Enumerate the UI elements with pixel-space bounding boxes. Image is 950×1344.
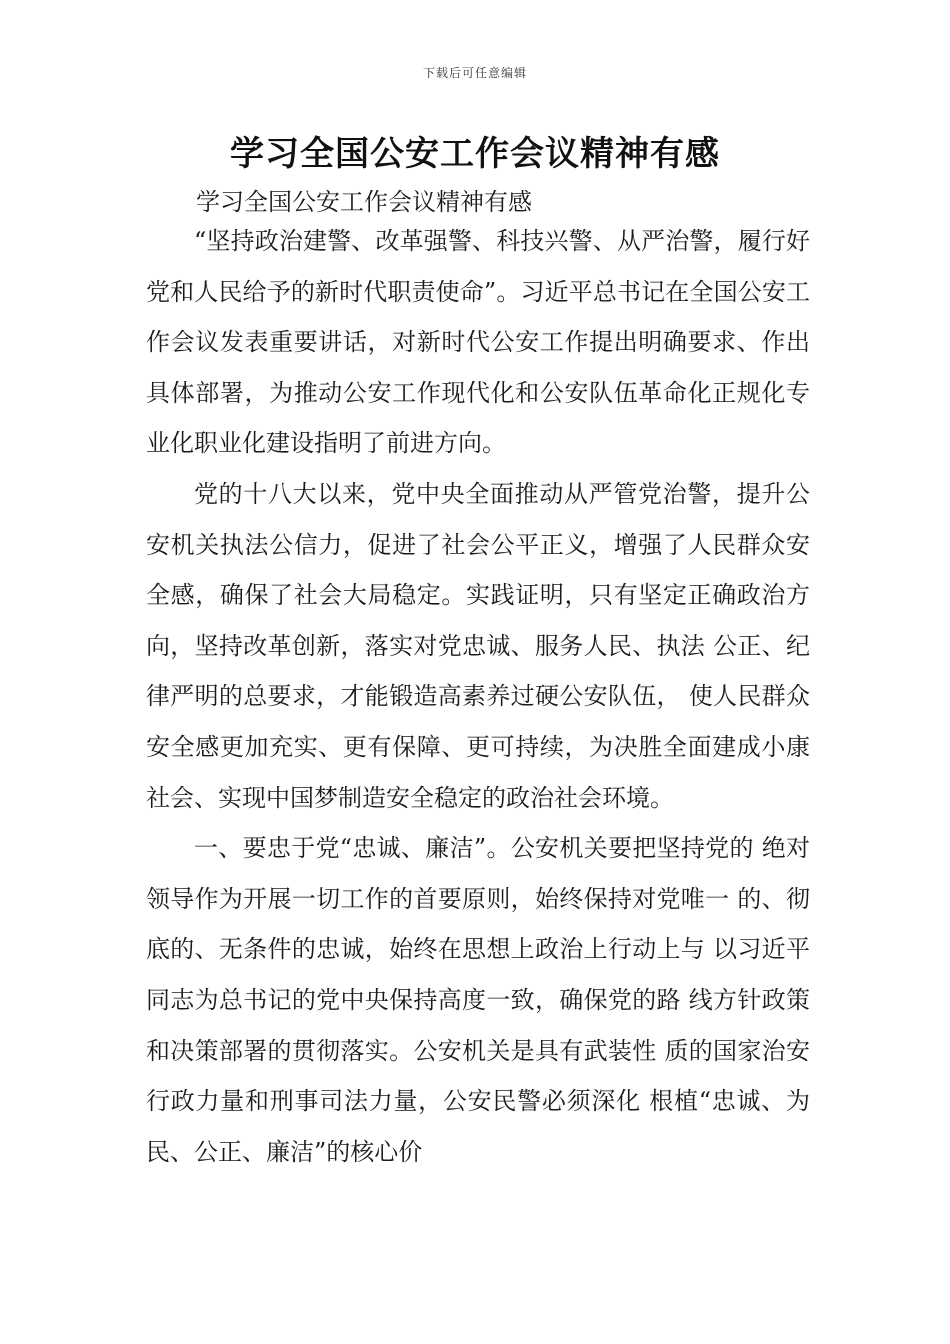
paragraph: 一、要忠于党“忠诚、廉洁”。公安机关要把坚持党的 绝对领导作为开展一切工作的首要原则，始终保持对党唯一 的、彻底的、无条件的忠诚，始终在思想上政治上行动上与 以习近平同志为总书记的党中央保持高度一致，确保党的路 线方针政策和决策部署的贯彻落实。公安机关是具有武装性 质的国家治安行政力量和刑事司法力量，公安民警必须深化 根植“忠诚、为民、公正、廉洁”的核心价 <box>146 834 810 1166</box>
paragraph: 党的十八大以来，党中央全面推动从严管党治警，提升公安机关执法公信力，促进了社会公平正义，增强了人民群众安全感，确保了社会大局稳定。实践证明，只有坚定正确政治方向，坚持改革创新，落实对党忠诚、服务人民、执法 公正、纪律严明的总要求，才能锻造高素养过硬公安队伍， 使人民群众安全感更加充实、更有保障、更可持续，为决胜全面建成小康社会、实现中国梦制造安全稳定的政治社会环境。 <box>146 479 810 812</box>
header-note: 下载后可任意编辑 <box>422 66 527 80</box>
document-body <box>146 216 810 1177</box>
paragraph: “坚持政治建警、改革强警、科技兴警、从严治警，履行好党和人民给予的新时代职责使命”。习近平总书记在全国公安工作会议发表重要讲话，对新时代公安工作提出明确要求、作出具体部署，为推动公安工作现代化和公安队伍革命化正规化专业化职业化建设指明了前进方向。 <box>146 227 810 458</box>
document-title: 学习全国公安工作会议精神有感 <box>230 134 720 174</box>
document-subtitle: 学习全国公安工作会议精神有感 <box>196 188 532 216</box>
